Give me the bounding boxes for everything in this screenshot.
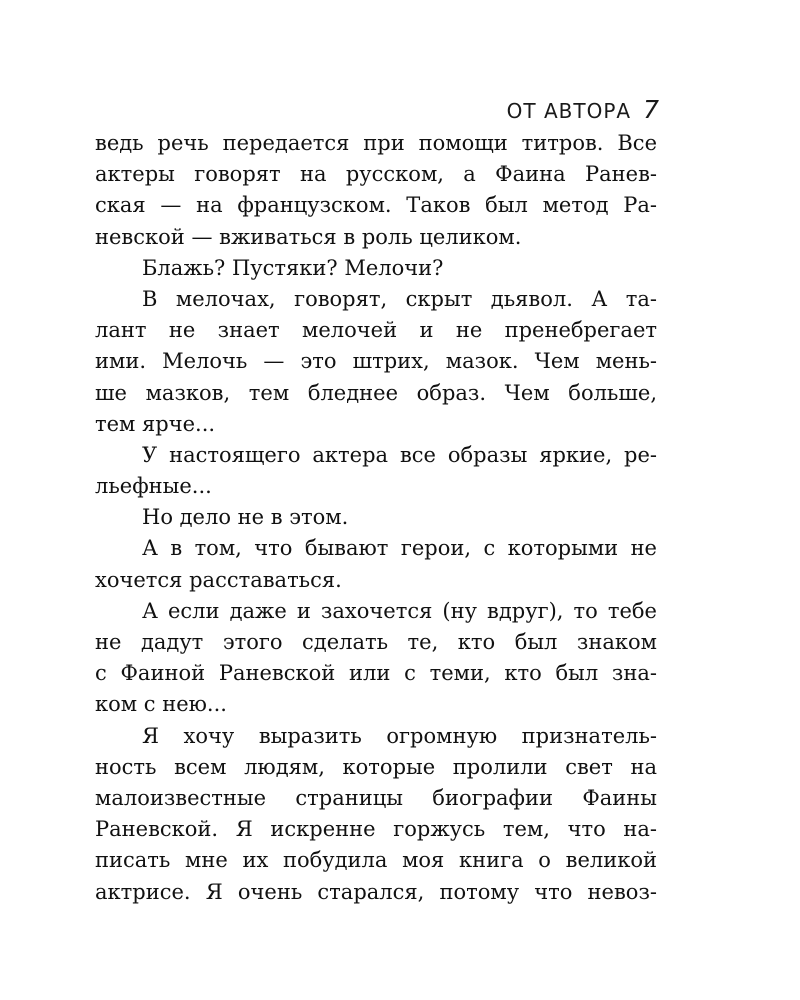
- text-line: Раневской. Я искренне горжусь тем, что на-: [95, 817, 657, 842]
- text-line: ская — на французском. Таков был метод Ра-: [95, 193, 657, 218]
- text-line: невской — вживаться в роль целиком.: [95, 224, 522, 249]
- text-line: В мелочах, говорят, скрыт дьявол. А та-: [142, 286, 657, 311]
- running-title: ОТ АВТОРА: [506, 99, 632, 123]
- text-line: ведь речь передается при помощи титров. Все: [95, 131, 657, 155]
- text-line: Я хочу выразить огромную признатель-: [142, 723, 657, 748]
- text-line: ность всем людям, которые пролили свет на: [95, 754, 657, 779]
- text-line: А в том, что бывают герои, с которыми не: [142, 536, 657, 561]
- text-line: ше мазков, тем бледнее образ. Чем больше,: [95, 380, 657, 405]
- text-line: Но дело не в этом.: [142, 505, 349, 530]
- running-head: [507, 95, 659, 129]
- page-number: 7: [643, 95, 659, 124]
- text-line: ими. Мелочь — это штрих, мазок. Чем мень-: [95, 349, 657, 374]
- text-line: лант не знает мелочей и не пренебрегает: [95, 318, 657, 343]
- text-line: актеры говорят на русском, а Фаина Ранев-: [95, 162, 657, 187]
- text-line: тем ярче...: [95, 411, 216, 436]
- text-line: писать мне их побудила моя книга о великой: [95, 848, 657, 873]
- text-line: хочется расставаться.: [95, 567, 342, 592]
- text-line: ком с нею...: [95, 692, 227, 717]
- text-line: не дадут этого сделать те, кто был знаком: [95, 630, 657, 654]
- body-text: [95, 128, 657, 908]
- text-line: малоизвестные страницы биографии Фаины: [95, 785, 657, 810]
- text-line: А если даже и захочется (ну вдруг), то тебе: [142, 598, 657, 623]
- text-line: Блажь? Пустяки? Мелочи?: [142, 255, 444, 280]
- text-line: У настоящего актера все образы яркие, ре-: [142, 442, 657, 467]
- text-line: с Фаиной Раневской или с теми, кто был зна-: [95, 661, 657, 686]
- text-line: актрисе. Я очень старался, потому что невоз-: [95, 879, 657, 904]
- text-line: льефные...: [95, 474, 212, 499]
